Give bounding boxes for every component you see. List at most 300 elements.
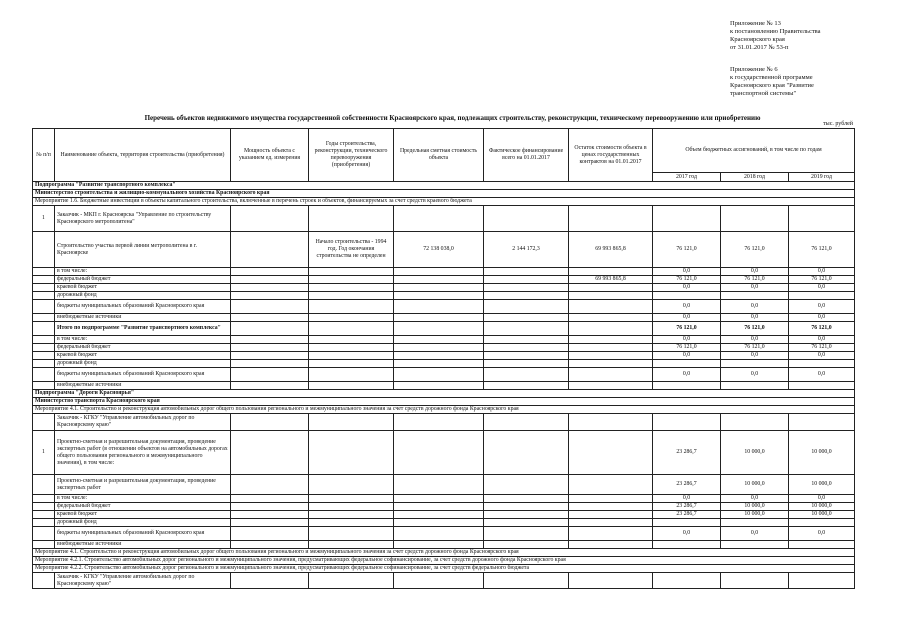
table-row	[33, 511, 855, 519]
years-cell	[309, 519, 394, 527]
years-cell	[309, 344, 394, 352]
value-2018-cell: 0,0	[721, 368, 789, 382]
table-row	[33, 360, 855, 368]
actual-cell	[484, 527, 569, 541]
row-number-cell: 1	[33, 206, 55, 232]
row-number-cell	[33, 300, 55, 314]
section-row	[33, 398, 855, 406]
actual-cell	[484, 276, 569, 284]
table-row	[33, 495, 855, 503]
value-2019-cell	[789, 382, 855, 390]
est-cost-cell	[394, 573, 484, 589]
actual-cell	[484, 573, 569, 589]
est-cost-cell	[394, 206, 484, 232]
capacity-cell	[231, 511, 309, 519]
object-name-cell: краевой бюджет	[55, 511, 231, 519]
value-2018-cell	[721, 519, 789, 527]
section-label: Министерство строительства и жилищно-коммунального хозяйства Красноярского края	[33, 190, 855, 198]
years-cell	[309, 541, 394, 549]
object-name-cell: внебюджетные источники	[55, 382, 231, 390]
remaining-cell	[569, 368, 653, 382]
actual-cell: 2 144 172,3	[484, 232, 569, 268]
appendix-6-line: транспортной системы"	[730, 90, 797, 97]
years-cell	[309, 527, 394, 541]
remaining-cell	[569, 284, 653, 292]
remaining-cell	[569, 268, 653, 276]
est-cost-cell	[394, 276, 484, 284]
header-est-cost: Предельная сметная стоимость объекта	[394, 129, 484, 182]
header-capacity: Мощность объекта с указанием ед. измерения	[231, 129, 309, 182]
object-name-cell: бюджеты муниципальных образований Красноярского края	[55, 527, 231, 541]
row-number-cell	[33, 414, 55, 431]
table-row	[33, 475, 855, 495]
value-2019-cell: 76 121,0	[789, 232, 855, 268]
table-row	[33, 206, 855, 232]
section-label: Подпрограмма "Дороги Красноярья"	[33, 390, 855, 398]
est-cost-cell	[394, 519, 484, 527]
years-cell	[309, 495, 394, 503]
object-name-cell: Заказчик - КГКУ "Управление автомобильных дорог по Красноярскому краю"	[55, 414, 231, 431]
header-2017: 2017 год	[653, 173, 721, 182]
table-row	[33, 352, 855, 360]
row-number-cell	[33, 360, 55, 368]
value-2018-cell	[721, 382, 789, 390]
appendix-13-line: к постановлению Правительства	[730, 28, 821, 35]
remaining-cell	[569, 300, 653, 314]
capacity-cell	[231, 336, 309, 344]
actual-cell	[484, 511, 569, 519]
value-2017-cell: 0,0	[653, 352, 721, 360]
years-cell	[309, 368, 394, 382]
years-cell	[309, 336, 394, 344]
header-actual: Фактическое финансирование всего на 01.01.2017	[484, 129, 569, 182]
years-cell	[309, 511, 394, 519]
capacity-cell	[231, 206, 309, 232]
header-num: № п/п	[33, 129, 55, 182]
remaining-cell	[569, 503, 653, 511]
years-cell	[309, 475, 394, 495]
value-2019-cell: 76 121,0	[789, 276, 855, 284]
remaining-cell	[569, 475, 653, 495]
object-name-cell: внебюджетные источники	[55, 314, 231, 322]
actual-cell	[484, 292, 569, 300]
est-cost-cell	[394, 268, 484, 276]
header-2018: 2018 год	[721, 173, 789, 182]
row-number-cell	[33, 232, 55, 268]
remaining-cell	[569, 336, 653, 344]
actual-cell	[484, 495, 569, 503]
objects-table	[32, 128, 855, 589]
row-number-cell	[33, 344, 55, 352]
value-2019-cell: 0,0	[789, 368, 855, 382]
object-name-cell: краевой бюджет	[55, 352, 231, 360]
est-cost-cell	[394, 414, 484, 431]
table-row	[33, 541, 855, 549]
value-2018-cell	[721, 541, 789, 549]
object-name-cell: Проектно-сметная и разрешительная документация, проведение экспертных работ (в отношении объектов на автомобильных дорогах общего пользования регионального и межмуниципального значения), в том числе:	[55, 431, 231, 475]
section-row	[33, 557, 855, 565]
est-cost-cell	[394, 336, 484, 344]
remaining-cell	[569, 511, 653, 519]
object-name-cell: в том числе:	[55, 336, 231, 344]
section-label: Мероприятие 4.1. Строительство и реконструкция автомобильных дорог общего пользования регионального и межмуниципального значения за счет средств дорожного фонда Красноярского края	[33, 406, 855, 414]
header-years: Годы строительства, реконструкции, технического перевооружения (приобретения)	[309, 129, 394, 182]
value-2018-cell: 0,0	[721, 284, 789, 292]
section-row	[33, 406, 855, 414]
years-cell	[309, 431, 394, 475]
est-cost-cell	[394, 368, 484, 382]
table-row	[33, 503, 855, 511]
value-2019-cell: 0,0	[789, 527, 855, 541]
remaining-cell: 69 993 865,8	[569, 232, 653, 268]
years-cell	[309, 292, 394, 300]
appendix-13-line: Приложение № 13	[730, 20, 781, 27]
value-2019-cell	[789, 519, 855, 527]
est-cost-cell	[394, 314, 484, 322]
section-row	[33, 198, 855, 206]
document-title: Перечень объектов недвижимого имущества государственной собственности Красноярского края, подлежащих строительству, реконструкции, техническому перевооружению или приобретению	[144, 114, 761, 122]
header-2019: 2019 год	[789, 173, 855, 182]
value-2019-cell: 0,0	[789, 284, 855, 292]
actual-cell	[484, 284, 569, 292]
remaining-cell	[569, 527, 653, 541]
value-2018-cell: 0,0	[721, 527, 789, 541]
value-2017-cell	[653, 292, 721, 300]
actual-cell	[484, 431, 569, 475]
object-name-cell: дорожный фонд	[55, 292, 231, 300]
value-2017-cell	[653, 206, 721, 232]
table-row	[33, 431, 855, 475]
capacity-cell	[231, 232, 309, 268]
value-2018-cell: 76 121,0	[721, 344, 789, 352]
est-cost-cell	[394, 382, 484, 390]
years-cell	[309, 414, 394, 431]
remaining-cell	[569, 573, 653, 589]
section-row	[33, 190, 855, 198]
capacity-cell	[231, 344, 309, 352]
actual-cell	[484, 475, 569, 495]
actual-cell	[484, 519, 569, 527]
appendix-6-line: Приложение № 6	[730, 66, 778, 73]
value-2017-cell	[653, 519, 721, 527]
capacity-cell	[231, 360, 309, 368]
capacity-cell	[231, 431, 309, 475]
object-name-cell: Заказчик - МКП г. Красноярска "Управление по строительству Красноярского метрополитена"	[55, 206, 231, 232]
value-2017-cell: 0,0	[653, 300, 721, 314]
value-2019-cell	[789, 206, 855, 232]
value-2017-cell	[653, 360, 721, 368]
row-number-cell	[33, 322, 55, 336]
years-cell	[309, 276, 394, 284]
years-cell	[309, 314, 394, 322]
object-name-cell: федеральный бюджет	[55, 344, 231, 352]
value-2017-cell: 76 121,0	[653, 232, 721, 268]
value-2018-cell: 0,0	[721, 268, 789, 276]
appendix-6-block	[730, 66, 860, 98]
table-row	[33, 336, 855, 344]
object-name-cell: в том числе:	[55, 268, 231, 276]
est-cost-cell	[394, 511, 484, 519]
est-cost-cell	[394, 352, 484, 360]
value-2017-cell: 23 286,7	[653, 431, 721, 475]
remaining-cell	[569, 360, 653, 368]
capacity-cell	[231, 300, 309, 314]
est-cost-cell	[394, 292, 484, 300]
value-2019-cell: 10 000,0	[789, 503, 855, 511]
remaining-cell: 69 993 865,8	[569, 276, 653, 284]
value-2017-cell	[653, 541, 721, 549]
actual-cell	[484, 268, 569, 276]
value-2018-cell: 0,0	[721, 314, 789, 322]
row-number-cell	[33, 368, 55, 382]
value-2018-cell: 76 121,0	[721, 322, 789, 336]
actual-cell	[484, 360, 569, 368]
capacity-cell	[231, 527, 309, 541]
value-2019-cell	[789, 292, 855, 300]
capacity-cell	[231, 495, 309, 503]
object-name-cell: краевой бюджет	[55, 284, 231, 292]
years-cell	[309, 284, 394, 292]
actual-cell	[484, 206, 569, 232]
table-row	[33, 344, 855, 352]
actual-cell	[484, 503, 569, 511]
row-number-cell	[33, 541, 55, 549]
table-body	[33, 182, 855, 589]
value-2019-cell: 0,0	[789, 314, 855, 322]
object-name-cell: в том числе:	[55, 495, 231, 503]
row-number-cell	[33, 292, 55, 300]
est-cost-cell	[394, 475, 484, 495]
value-2018-cell: 10 000,0	[721, 511, 789, 519]
table-row	[33, 268, 855, 276]
table-row	[33, 527, 855, 541]
value-2019-cell	[789, 573, 855, 589]
section-row	[33, 182, 855, 190]
remaining-cell	[569, 414, 653, 431]
actual-cell	[484, 352, 569, 360]
value-2017-cell: 23 286,7	[653, 503, 721, 511]
years-cell	[309, 360, 394, 368]
est-cost-cell	[394, 344, 484, 352]
value-2017-cell: 0,0	[653, 336, 721, 344]
section-row	[33, 549, 855, 557]
years-cell	[309, 382, 394, 390]
value-2018-cell: 0,0	[721, 336, 789, 344]
value-2018-cell	[721, 414, 789, 431]
actual-cell	[484, 322, 569, 336]
row-number-cell	[33, 336, 55, 344]
value-2018-cell: 10 000,0	[721, 431, 789, 475]
years-cell: Начало строительства - 1994 год. Год окончания строительства не определен	[309, 232, 394, 268]
object-name-cell: бюджеты муниципальных образований Красноярского края	[55, 368, 231, 382]
actual-cell	[484, 368, 569, 382]
value-2018-cell	[721, 292, 789, 300]
est-cost-cell	[394, 495, 484, 503]
value-2019-cell: 0,0	[789, 495, 855, 503]
section-row	[33, 390, 855, 398]
value-2018-cell: 10 000,0	[721, 475, 789, 495]
section-row	[33, 565, 855, 573]
years-cell	[309, 573, 394, 589]
section-label: Мероприятие 4.2.2. Строительство автомобильных дорог регионального и межмуниципального значения, предусматривающих федеральное софинансирование, за счет средств федерального бюджета	[33, 565, 855, 573]
capacity-cell	[231, 541, 309, 549]
est-cost-cell	[394, 431, 484, 475]
value-2018-cell: 10 000,0	[721, 503, 789, 511]
capacity-cell	[231, 352, 309, 360]
capacity-cell	[231, 292, 309, 300]
appendix-6-line: Красноярского края "Развитие	[730, 82, 814, 89]
table-row	[33, 382, 855, 390]
object-name-cell: федеральный бюджет	[55, 503, 231, 511]
value-2019-cell: 76 121,0	[789, 322, 855, 336]
capacity-cell	[231, 322, 309, 336]
row-number-cell	[33, 268, 55, 276]
value-2017-cell: 0,0	[653, 368, 721, 382]
row-number-cell	[33, 511, 55, 519]
table-row	[33, 232, 855, 268]
actual-cell	[484, 314, 569, 322]
value-2018-cell: 76 121,0	[721, 276, 789, 284]
remaining-cell	[569, 495, 653, 503]
actual-cell	[484, 336, 569, 344]
value-2019-cell: 0,0	[789, 268, 855, 276]
actual-cell	[484, 300, 569, 314]
value-2017-cell: 0,0	[653, 495, 721, 503]
object-name-cell: Строительство участка первой линии метрополитена в г. Красноярске	[55, 232, 231, 268]
value-2019-cell: 76 121,0	[789, 344, 855, 352]
actual-cell	[484, 414, 569, 431]
row-number-cell	[33, 276, 55, 284]
table-row	[33, 276, 855, 284]
object-name-cell: федеральный бюджет	[55, 276, 231, 284]
years-cell	[309, 352, 394, 360]
remaining-cell	[569, 382, 653, 390]
section-label: Министерство транспорта Красноярского края	[33, 398, 855, 406]
value-2018-cell	[721, 206, 789, 232]
est-cost-cell	[394, 503, 484, 511]
value-2017-cell: 0,0	[653, 284, 721, 292]
appendix-13-line: Красноярского края	[730, 36, 785, 43]
capacity-cell	[231, 284, 309, 292]
value-2019-cell	[789, 414, 855, 431]
table-row	[33, 292, 855, 300]
value-2017-cell: 76 121,0	[653, 322, 721, 336]
appendix-13-block	[730, 20, 860, 52]
capacity-cell	[231, 475, 309, 495]
table-row	[33, 300, 855, 314]
remaining-cell	[569, 314, 653, 322]
table-row	[33, 284, 855, 292]
row-number-cell	[33, 314, 55, 322]
est-cost-cell	[394, 527, 484, 541]
value-2017-cell: 76 121,0	[653, 344, 721, 352]
row-number-cell: 1	[33, 431, 55, 475]
object-name-cell: внебюджетные источники	[55, 541, 231, 549]
est-cost-cell	[394, 284, 484, 292]
row-number-cell	[33, 352, 55, 360]
remaining-cell	[569, 344, 653, 352]
row-number-cell	[33, 573, 55, 589]
appendix-6-line: к государственной программе	[730, 74, 813, 81]
value-2018-cell: 0,0	[721, 352, 789, 360]
est-cost-cell: 72 138 038,0	[394, 232, 484, 268]
actual-cell	[484, 382, 569, 390]
value-2017-cell	[653, 573, 721, 589]
table-row	[33, 322, 855, 336]
row-number-cell	[33, 495, 55, 503]
header-remaining: Остаток стоимости объекта в ценах государственных контрактов на 01.01.2017	[569, 129, 653, 182]
value-2017-cell: 23 286,7	[653, 511, 721, 519]
value-2017-cell: 0,0	[653, 314, 721, 322]
row-number-cell	[33, 503, 55, 511]
value-2019-cell: 0,0	[789, 300, 855, 314]
value-2019-cell: 10 000,0	[789, 511, 855, 519]
row-number-cell	[33, 519, 55, 527]
est-cost-cell	[394, 322, 484, 336]
value-2018-cell: 0,0	[721, 495, 789, 503]
actual-cell	[484, 541, 569, 549]
remaining-cell	[569, 541, 653, 549]
capacity-cell	[231, 519, 309, 527]
remaining-cell	[569, 352, 653, 360]
table-row	[33, 414, 855, 431]
table-row	[33, 573, 855, 589]
row-number-cell	[33, 382, 55, 390]
years-cell	[309, 206, 394, 232]
remaining-cell	[569, 519, 653, 527]
capacity-cell	[231, 276, 309, 284]
capacity-cell	[231, 268, 309, 276]
capacity-cell	[231, 382, 309, 390]
object-name-cell: Проектно-сметная и разрешительная документация, проведение экспертных работ	[55, 475, 231, 495]
remaining-cell	[569, 322, 653, 336]
value-2019-cell	[789, 541, 855, 549]
row-number-cell	[33, 527, 55, 541]
capacity-cell	[231, 503, 309, 511]
est-cost-cell	[394, 360, 484, 368]
capacity-cell	[231, 368, 309, 382]
appendix-13-line: от 31.01.2017 № 53-п	[730, 44, 789, 51]
remaining-cell	[569, 292, 653, 300]
header-budget: Объем бюджетных ассигнований, в том числе по годам	[653, 129, 855, 173]
value-2019-cell: 0,0	[789, 336, 855, 344]
remaining-cell	[569, 431, 653, 475]
value-2019-cell: 0,0	[789, 352, 855, 360]
years-cell	[309, 503, 394, 511]
value-2018-cell	[721, 360, 789, 368]
table-row	[33, 368, 855, 382]
section-label: Мероприятие 4.1. Строительство и реконструкция автомобильных дорог общего пользования регионального и межмуниципального значения за счет средств дорожного фонда Красноярского края	[33, 549, 855, 557]
capacity-cell	[231, 314, 309, 322]
capacity-cell	[231, 414, 309, 431]
value-2017-cell: 0,0	[653, 268, 721, 276]
table-row	[33, 314, 855, 322]
years-cell	[309, 268, 394, 276]
object-name-cell: дорожный фонд	[55, 360, 231, 368]
value-2017-cell: 23 286,7	[653, 475, 721, 495]
value-2018-cell: 0,0	[721, 300, 789, 314]
section-label: Мероприятие 4.2.1. Строительство автомобильных дорог регионального и межмуниципального значения, предусматривающих федеральное софинансирование, за счет средств дорожного фонда Красноярского края	[33, 557, 855, 565]
value-2019-cell: 10 000,0	[789, 431, 855, 475]
value-2018-cell: 76 121,0	[721, 232, 789, 268]
section-label: Подпрограмма "Развитие транспортного комплекса"	[33, 182, 855, 190]
actual-cell	[484, 344, 569, 352]
header-name: Наименование объекта, территория строительства (приобретения)	[55, 129, 231, 182]
value-2017-cell: 76 121,0	[653, 276, 721, 284]
object-name-cell: дорожный фонд	[55, 519, 231, 527]
remaining-cell	[569, 206, 653, 232]
object-name-cell: Итого по подпрограмме "Развитие транспортного комплекса"	[55, 322, 231, 336]
